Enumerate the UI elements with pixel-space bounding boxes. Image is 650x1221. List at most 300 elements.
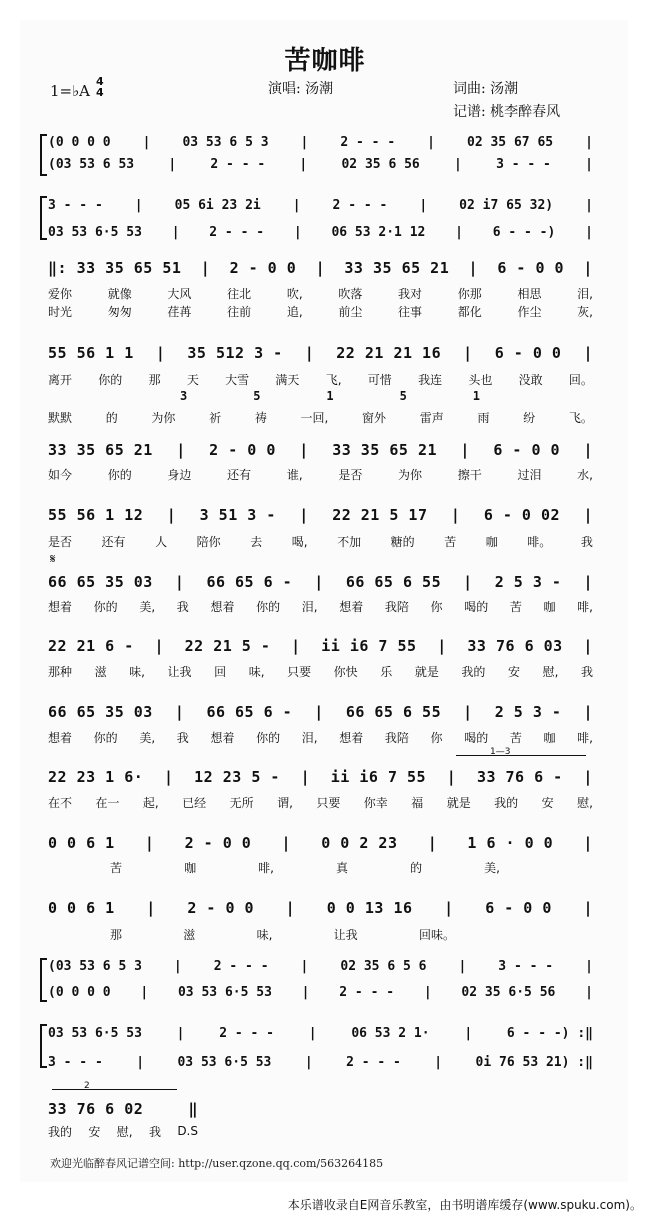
barline: | [460, 441, 470, 459]
barline: | [583, 899, 593, 917]
score-token: 糖的 [390, 534, 415, 549]
score-token: 喝的 [464, 599, 489, 614]
score-token: 你的 [98, 372, 123, 387]
score-token: 咖 [184, 860, 197, 875]
score-token: 2 - - - [210, 156, 266, 172]
score-token: 6 - 0 0 [485, 899, 552, 917]
barline: | [299, 441, 309, 459]
barline: | [463, 344, 473, 362]
barline: | [299, 506, 309, 524]
score-token: 03 53 6 5 3 [182, 134, 269, 150]
score-token: 我 [148, 1124, 161, 1139]
visit-note: 欢迎光临醉春风记谱空间: http://user.qzone.qq.com/563264185 [50, 1157, 384, 1170]
barline: | [314, 703, 324, 721]
barline: | [304, 344, 315, 362]
transcriber-credit: 记谱: 桃李醉春风 [453, 104, 561, 120]
score-token: 就是 [446, 795, 471, 810]
system-bracket [40, 196, 47, 240]
barline: | [458, 958, 467, 974]
score-token: 咖 [543, 599, 556, 614]
score-token: 你的 [256, 599, 281, 614]
score-token: 飞, [325, 372, 342, 387]
barline: | [463, 573, 473, 591]
barline: | [315, 259, 326, 277]
barline: | [176, 441, 186, 459]
score-token: (0 0 0 0 [48, 134, 111, 150]
melody-row-4 [48, 503, 593, 527]
barline: | [136, 1054, 145, 1070]
volta-label: 1—3 [490, 747, 511, 757]
barline: | [140, 984, 149, 1000]
score-token: 3 - - - [498, 958, 554, 974]
score-token: 味, [248, 664, 265, 679]
barline: | [585, 156, 593, 172]
score-token: 安 [507, 664, 520, 679]
score-token: 22 21 6 - [48, 637, 134, 655]
score-token: 33 35 65 21 [332, 441, 438, 459]
score-token: 33 35 65 21 [48, 441, 153, 459]
melody-row-7 [48, 700, 593, 724]
score-token: 2 - 0 0 [184, 834, 252, 852]
score-token: 灰, [577, 304, 593, 319]
score-token: 03 53 6·5 53 [48, 1025, 142, 1041]
score-token: 爱你 [48, 286, 73, 301]
score-token: 我对 [398, 286, 423, 301]
barline: | [281, 834, 292, 852]
score-token: 吹落 [338, 286, 363, 301]
lyric-row-4 [48, 532, 593, 550]
score-token: 在一 [95, 795, 120, 810]
intro2-top-row [48, 193, 593, 217]
score-token: 就是 [414, 664, 439, 679]
score-token: D.S [177, 1124, 198, 1138]
score-token: 55 56 1 12 [48, 506, 144, 524]
score-token: 33 76 6 03 [467, 637, 563, 655]
score-token: 起, [142, 795, 159, 810]
score-token: 是否 [338, 467, 363, 482]
lyric-row-2b [48, 408, 593, 426]
melody-row-8 [48, 765, 593, 789]
score-token: ii i6 7 55 [321, 637, 417, 655]
score-token: 回 [214, 664, 227, 679]
score-token: 5 [253, 389, 261, 403]
score-token: 滋 [183, 927, 196, 942]
score-token: 就像 [107, 286, 132, 301]
score-token: 可惜 [367, 372, 392, 387]
score-token: 去 [250, 534, 263, 549]
score-token: 只要 [287, 664, 312, 679]
score-token: 我的 [461, 664, 486, 679]
score-token: 慰, [577, 795, 593, 810]
score-token: 为你 [151, 410, 176, 425]
system-bracket [40, 958, 47, 1002]
score-token: 啡, [577, 730, 593, 745]
alt-melody-row [180, 387, 480, 405]
score-token: 2 - - - [332, 197, 388, 213]
score-token: 6 - - -) [492, 224, 556, 240]
score-token: 那 [110, 927, 123, 942]
barline: | [437, 637, 447, 655]
intro1-bottom-row [48, 152, 593, 176]
score-token: 66 65 6 - [206, 703, 293, 721]
score-token: 3 - - - [48, 1054, 103, 1070]
barline: | [583, 768, 593, 786]
score-token: 无所 [229, 795, 254, 810]
score-token: 2 - 0 0 [209, 441, 276, 459]
score-token: 啡, [577, 599, 593, 614]
score-token: 35 512 3 - [187, 344, 283, 362]
score-token: 0 0 2 23 [321, 834, 398, 852]
score-token: 人 [155, 534, 168, 549]
system-bracket [40, 1024, 47, 1068]
score-token: 祈 [209, 410, 222, 425]
lyric-row-10 [110, 925, 455, 943]
score-token: 2 - - - [213, 958, 269, 974]
barline: | [144, 834, 155, 852]
melody-row-10 [48, 896, 593, 920]
score-token: 我连 [418, 372, 443, 387]
time-signature-bottom: 4 [96, 86, 104, 99]
score-token: 泪, [301, 730, 318, 745]
score-token: 前尘 [338, 304, 363, 319]
score-token: 那 [148, 372, 161, 387]
barline: | [583, 441, 593, 459]
score-token: 5 [399, 389, 407, 403]
score-token: 3 [180, 389, 188, 403]
barline: | [585, 197, 593, 213]
segno-sign: 𝄋 [50, 552, 56, 567]
score-token: 想着 [48, 730, 73, 745]
score-token: 你快 [333, 664, 358, 679]
score-token: 味, [129, 664, 145, 679]
melody-row-6 [48, 634, 593, 658]
score-token: (0 0 0 0 [48, 984, 111, 1000]
score-token: 是否 [48, 534, 73, 549]
score-token: 3 - - - [48, 197, 103, 213]
barline: | [142, 134, 151, 150]
score-token: 0 0 13 16 [326, 899, 413, 917]
score-token: 你 [430, 599, 443, 614]
score-token: 为你 [398, 467, 423, 482]
score-token: 02 35 6 5 6 [340, 958, 427, 974]
intro1-top-row [48, 130, 593, 154]
score-token: 我陪 [384, 730, 409, 745]
score-token: 离开 [48, 372, 73, 387]
barline: | [468, 259, 479, 277]
score-token: 谁, [286, 467, 303, 482]
lyric-row-5 [48, 597, 593, 615]
melody-row-9 [48, 831, 593, 855]
score-token: 1 [472, 389, 480, 403]
score-token: 泪, [577, 286, 593, 301]
score-token: 2 - 0 0 [229, 259, 297, 277]
score-token: 想着 [339, 599, 364, 614]
barline: | [291, 637, 301, 655]
key-signature: 1=♭A [50, 82, 91, 100]
barline: | [585, 134, 593, 150]
score-token: 6 - 0 0 [494, 344, 562, 362]
score-token: 美, [484, 860, 500, 875]
time-signature-top: 4 [96, 75, 104, 88]
score-token: 66 65 35 03 [48, 573, 153, 591]
barline: | [463, 703, 473, 721]
barline: | [427, 834, 438, 852]
score-token: 33 76 6 02 [48, 1100, 144, 1118]
score-token: 你的 [107, 467, 132, 482]
barline: | [134, 197, 143, 213]
score-token: 03 53 6·5 53 [48, 224, 142, 240]
outro2-top-row [48, 1021, 593, 1045]
score-token: 6 - 0 0 [493, 441, 561, 459]
score-token: 滋 [94, 664, 107, 679]
melody-row-1 [48, 256, 593, 280]
barline: | [583, 573, 593, 591]
volta-bracket-line [456, 755, 586, 756]
score-token: 喝, [291, 534, 308, 549]
score-token: 泪, [301, 599, 318, 614]
score-token: 那种 [48, 664, 73, 679]
score-token: 55 56 1 1 [48, 344, 134, 362]
barline: | [450, 506, 461, 524]
barline: | [301, 984, 310, 1000]
system-bracket [40, 134, 47, 176]
score-token: 我陪 [384, 599, 409, 614]
score-token: 苦 [509, 730, 522, 745]
score-token: 05 6i 23 2i [174, 197, 261, 213]
barline: | [155, 344, 166, 362]
score-token: 你的 [256, 730, 281, 745]
score-token: 雷声 [419, 410, 444, 425]
score-token: 身边 [167, 467, 192, 482]
score-token: 2 - - - [209, 224, 265, 240]
barline: | [200, 259, 211, 277]
outro2-bottom-row [48, 1050, 593, 1074]
singer-credit: 演唱: 汤潮 [268, 81, 334, 97]
barline: | [444, 899, 454, 917]
score-token: 在不 [48, 795, 73, 810]
score-token: (03 53 6 5 3 [48, 958, 142, 974]
ending-melody-row [48, 1097, 198, 1121]
score-token: 祷 [254, 410, 267, 425]
barline: | [174, 703, 185, 721]
score-token: 你的 [93, 599, 118, 614]
score-token: 你 [430, 730, 443, 745]
score-token: 33 76 6 - [476, 768, 563, 786]
score-token: 只要 [316, 795, 341, 810]
score-token: 还有 [101, 534, 126, 549]
score-token: 啡。 [527, 534, 552, 549]
barline: | [585, 958, 593, 974]
score-token: 02 i7 65 32) [459, 197, 554, 213]
score-token: 都化 [457, 304, 482, 319]
score-token: 6 - 0 0 [497, 259, 565, 277]
score-token: 22 21 5 17 [332, 506, 428, 524]
score-token: 0 0 6 1 [48, 899, 115, 917]
score-token: 啡, [258, 860, 274, 875]
barline: | [419, 197, 428, 213]
score-token: 回味。 [418, 927, 455, 942]
score-token: 福 [411, 795, 424, 810]
outro1-bottom-row [48, 980, 593, 1004]
lyric-row-1a [48, 284, 593, 302]
score-token: 一回, [300, 410, 329, 425]
barline: | [455, 224, 463, 240]
score-token: 已经 [182, 795, 207, 810]
score-token: 02 35 6 56 [341, 156, 420, 172]
score-token: 没敢 [518, 372, 543, 387]
barline: | [304, 1054, 313, 1070]
score-token: 乐 [380, 664, 393, 679]
barline: | [585, 224, 593, 240]
time-signature [96, 76, 104, 98]
song-title: 苦咖啡 [284, 46, 366, 76]
barline: | [293, 224, 302, 240]
score-token: 6 - - -) :‖ [506, 1025, 593, 1041]
score-token: 雨 [477, 410, 490, 425]
score-token: (03 53 6 53 [48, 156, 135, 172]
score-token: 咖 [485, 534, 498, 549]
barline: ‖ [188, 1100, 198, 1118]
barline: | [446, 768, 457, 786]
score-token: 美, [139, 730, 156, 745]
barline: | [174, 573, 185, 591]
score-token: 03 53 6·5 53 [177, 984, 272, 1000]
score-token: 1 [326, 389, 334, 403]
score-token: 天 [186, 372, 199, 387]
score-token: 66 65 6 55 [345, 573, 442, 591]
score-token: 2 - - - [339, 984, 395, 1000]
melody-row-5 [48, 570, 593, 594]
barline: | [583, 637, 593, 655]
score-token: 荏苒 [167, 304, 192, 319]
barline: | [173, 958, 182, 974]
barline: | [168, 156, 177, 172]
lyricist-credit: 词曲: 汤潮 [453, 81, 519, 97]
score-token: 慰, [116, 1124, 133, 1139]
score-token: 12 23 5 - [194, 768, 280, 786]
score-token: 66 65 6 55 [345, 703, 442, 721]
barline: | [171, 224, 180, 240]
volta-bracket-line [52, 1089, 177, 1090]
score-token: 飞。 [568, 410, 593, 425]
score-token: 过泪 [517, 467, 542, 482]
score-token: 喝的 [464, 730, 489, 745]
barline: | [454, 156, 462, 172]
score-token: 0i 76 53 21) :‖ [475, 1054, 593, 1070]
barline: | [583, 834, 593, 852]
score-token: 我 [176, 599, 189, 614]
score-token: 0 0 6 1 [48, 834, 115, 852]
score-token: 33 35 65 21 [344, 259, 450, 277]
score-token: 安 [88, 1124, 101, 1139]
score-token: 22 23 1 6· [48, 768, 144, 786]
melody-row-2 [48, 341, 593, 365]
score-token: 想着 [339, 730, 364, 745]
score-token: 你那 [457, 286, 482, 301]
score-token: 3 51 3 - [199, 506, 276, 524]
barline: | [583, 344, 593, 362]
score-token: 满天 [275, 372, 300, 387]
score-token: 咖 [543, 730, 556, 745]
score-token: ii i6 7 55 [330, 768, 427, 786]
score-token: 我的 [494, 795, 519, 810]
source-note: 本乐谱收录自E网音乐教室，由书明谱库缓存(www.spuku.com)。 [287, 1198, 642, 1212]
score-token: 时光 [48, 304, 73, 319]
score-token: 我 [580, 664, 593, 679]
score-token: 纷 [523, 410, 536, 425]
score-token: 想着 [210, 599, 235, 614]
score-token: 大风 [167, 286, 192, 301]
barline: | [314, 573, 324, 591]
lyric-row-3 [48, 465, 593, 483]
score-token: 22 21 5 - [184, 637, 271, 655]
score-token: 2 - - - [340, 134, 396, 150]
barline: | [583, 259, 593, 277]
barline: | [434, 1054, 443, 1070]
lyric-row-6 [48, 662, 593, 680]
barline: | [163, 768, 174, 786]
barline: | [300, 768, 311, 786]
score-token: 我 [176, 730, 189, 745]
score-token: 不加 [337, 534, 362, 549]
score-token: 擦干 [457, 467, 482, 482]
score-token: 头也 [468, 372, 493, 387]
score-token: 2 5 3 - [494, 573, 562, 591]
score-token: 06 53 2 1· [351, 1025, 430, 1041]
score-token: 安 [541, 795, 554, 810]
score-token: 真 [336, 860, 349, 875]
score-token: 1 6 · 0 0 [467, 834, 554, 852]
lyric-row-1b [48, 302, 593, 320]
score-token: 慰, [542, 664, 559, 679]
score-token: 2 - - - [346, 1054, 401, 1070]
score-token: 你的 [93, 730, 118, 745]
score-token: 02 35 6·5 56 [461, 984, 556, 1000]
score-token: 2 - - - [219, 1025, 275, 1041]
barline: | [583, 506, 593, 524]
volta-2-label: 2 [84, 1081, 90, 1091]
score-token: 如今 [48, 467, 73, 482]
score-token: 匆匆 [107, 304, 132, 319]
lyric-row-2a [48, 370, 593, 388]
score-token: 作尘 [517, 304, 542, 319]
score-token: 让我 [167, 664, 192, 679]
barline: | [292, 197, 301, 213]
barline: | [308, 1025, 317, 1041]
barline: | [300, 958, 309, 974]
barline: | [583, 703, 593, 721]
score-token: 回。 [568, 372, 593, 387]
score-token: 大雪 [225, 372, 250, 387]
score-token: 吹, [286, 286, 303, 301]
score-token: 03 53 6·5 53 [177, 1054, 272, 1070]
score-token: 你幸 [363, 795, 388, 810]
score-token: 3 - - - [496, 156, 551, 172]
score-token: 的 [410, 860, 423, 875]
score-token: 苦 [509, 599, 522, 614]
score-token: 22 21 21 16 [336, 344, 442, 362]
outro1-top-row [48, 954, 593, 978]
score-token: 陪你 [196, 534, 221, 549]
score-token: 谓, [277, 795, 293, 810]
barline: | [146, 899, 156, 917]
barline: | [423, 984, 432, 1000]
intro2-bottom-row [48, 220, 593, 244]
barline: | [176, 1025, 185, 1041]
lyric-row-7 [48, 728, 593, 746]
score-token: 窗外 [362, 410, 387, 425]
score-token: 苦 [444, 534, 457, 549]
